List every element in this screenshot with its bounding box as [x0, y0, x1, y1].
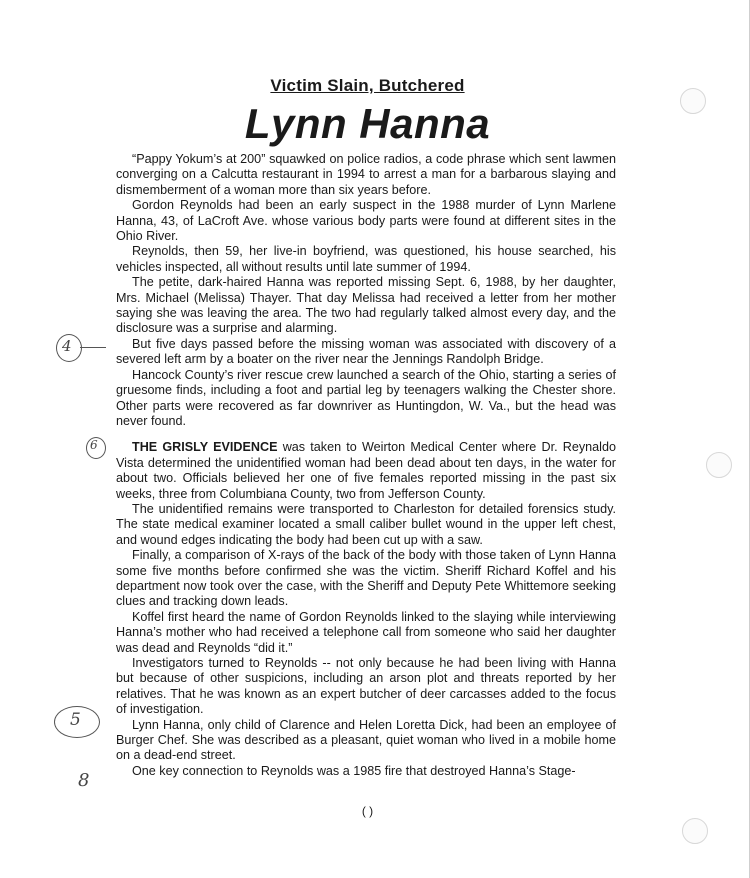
paragraph: “Pappy Yokum’s at 200” squawked on police radios, a code phrase which sent lawmen converging on a Calcutta restaurant in 1994 to arrest a man for a barbarous slaying and dismemberment of a woman more than six years before. — [116, 152, 616, 197]
paragraph: One key connection to Reynolds was a 1985 fire that destroyed Hanna’s Stage- — [132, 763, 576, 778]
annotation-line — [80, 347, 106, 348]
paragraph: The petite, dark-haired Hanna was reported missing Sept. 6, 1988, by her daughter, Mrs. Michael (Melissa) Thayer. That day Melissa had received a letter from her mother saying she was leaving the area. The two had regularly talked almost every day, and the disclosure was a surprise and alarming. — [116, 275, 616, 336]
article-headline: Victim Slain, Butchered — [270, 76, 465, 95]
paragraph: Investigators turned to Reynolds -- not only because he had been living with Hanna but because of other suspicions, including an arson plot and threats reported by her relatives. That he was known as an expert butcher of deer carcasses added to the focus of investigation. — [116, 656, 616, 717]
paragraph: Hancock County’s river rescue crew launched a search of the Ohio, starting a series of gruesome finds, including a foot and partial leg by teenagers walking the Chester shore. Other parts were recovered as far downriver as Huntingdon, W. Va., but the head was never found. — [116, 367, 616, 428]
section-paragraph — [116, 440, 616, 502]
paragraph: Gordon Reynolds had been an early suspect in the 1988 murder of Lynn Marlene Hanna, 43, of LaCroft Ave. whose various body parts were found at different sites in the Ohio River. — [116, 198, 616, 244]
paragraph: Finally, a comparison of X-rays of the back of the body with those taken of Lynn Hanna some five months before confirmed she was the victim. Sheriff Richard Koffel and his department now took over the case, with the Sheriff and Deputy Pete Whittemore seeking clues and tracking down leads. — [116, 548, 616, 609]
section-kicker: THE GRISLY EVIDENCE — [132, 440, 278, 455]
paragraph: But five days passed before the missing woman was associated with discovery of a severed left arm by a boater on the river near the Jennings Randolph Bridge. — [116, 336, 616, 367]
paragraph: The unidentified remains were transported to Charleston for detailed forensics study. The state medical examiner located a small caliber bullet wound in the upper left chest, and wound edges indicating the body had been cut up with a saw. — [116, 501, 616, 547]
binder-hole — [706, 452, 732, 478]
paragraph: Koffel first heard the name of Gordon Reynolds linked to the slaying while interviewing Hanna’s mother who had received a telephone call from someone who said her daughter was dead and Reynolds “did it.” — [116, 609, 616, 655]
paragraph: Lynn Hanna, only child of Clarence and Helen Loretta Dick, had been an employee of Burger Chef. She was described as a pleasant, quiet woman who lived in a mobile home on a dead-end street. — [116, 717, 616, 763]
binder-hole — [682, 818, 708, 844]
page-number: ( ) — [361, 804, 374, 818]
annotation-mark: 4 — [62, 337, 72, 355]
annotation-mark: 8 — [78, 770, 90, 791]
annotation-mark: 5 — [70, 710, 81, 730]
paragraph: Reynolds, then 59, her live-in boyfriend, was questioned, his house searched, his vehicles inspected, all without results until late summer of 1994. — [116, 244, 616, 274]
annotation-mark: 6 — [90, 438, 98, 452]
article-body — [116, 152, 616, 779]
article-title: Lynn Hanna — [244, 100, 491, 147]
section-text: was taken to Weirton Medical Center where Dr. Reynaldo Vista determined the unidentified woman had been dead about ten days, in the water for about two. Officials believed her one of five females reported missing in the past six weeks, three from Columbiana County, two from Jefferson County. — [116, 440, 616, 501]
